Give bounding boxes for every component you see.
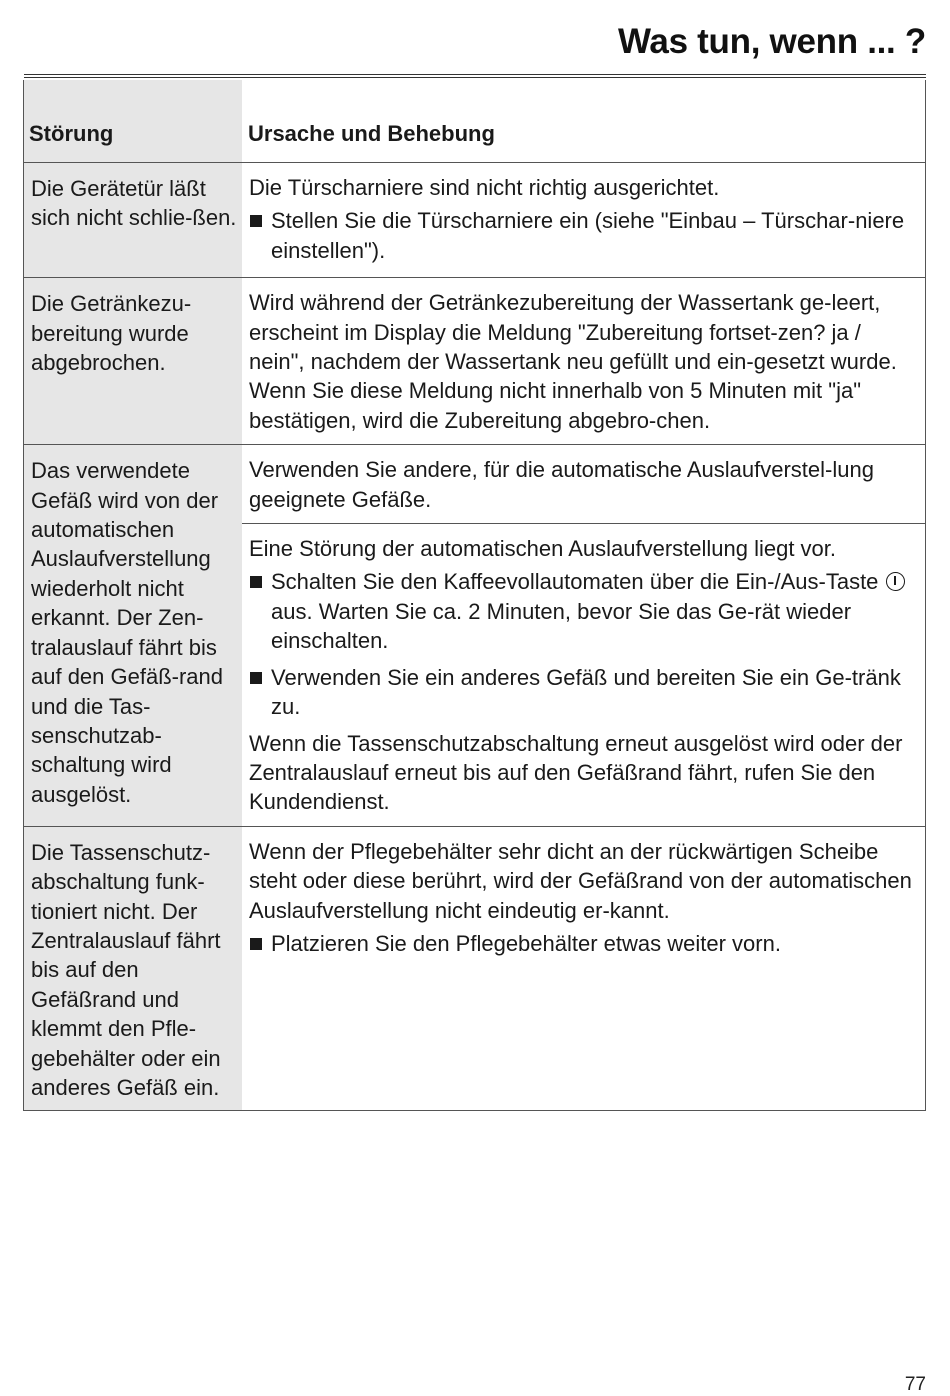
bullet-content xyxy=(271,929,781,958)
table-row xyxy=(24,827,925,1111)
bullet-content xyxy=(271,567,915,655)
cause-text: Die Türscharniere sind nicht richtig ausgerichtet. xyxy=(249,175,720,200)
bullet-content xyxy=(271,206,915,265)
remedy-block xyxy=(242,278,925,444)
bullet-text-after: aus. Warten Sie ca. 2 Minuten, bevor Sie das Ge-rät wieder einschalten. xyxy=(271,598,852,654)
header-ursache-behebung: Ursache und Behebung xyxy=(248,121,495,146)
bullet-content xyxy=(271,663,915,722)
table-header-row xyxy=(24,80,925,163)
bullet-square-icon xyxy=(250,215,262,227)
header-stoerung: Störung xyxy=(24,80,242,162)
bullet-square-icon xyxy=(250,938,262,950)
note-text: Wenn die Tassenschutzabschaltung erneut ausgelöst wird oder der Zentralauslauf erneut bis auf den Gefäßrand fährt, rufen Sie den Kundendienst. xyxy=(249,730,903,815)
remedy-block xyxy=(242,827,925,971)
troubleshooting-table xyxy=(23,80,926,1111)
bullet-text: Stellen Sie die Türscharniere ein (siehe "Einbau – Türschar-niere einstellen"). xyxy=(271,208,905,263)
stoerung-cell: Die Getränkezu-bereitung wurde abgebrochen. xyxy=(24,278,242,444)
power-icon xyxy=(886,572,905,591)
cause-text: Wird während der Getränkezubereitung der Wassertank ge-leert, erscheint im Display die Meldung "Zubereitung fortset-zen? ja / nein", nachdem der Wassertank neu gefüllt und ein-gesetzt wurde. Wenn Sie diese Meldung nicht innerhalb von 5 Minuten mit "ja" bestätigen, wird die Zubereitung abgebro-chen. xyxy=(249,290,897,433)
title-rule xyxy=(24,74,926,78)
bullet-text: Platzieren Sie den Pflegebehälter etwas weiter vorn. xyxy=(271,930,781,956)
stoerung-cell: Die Tassenschutz-abschaltung funk-tioniert nicht. Der Zentralauslauf fährt bis auf den Gefäßrand und klemmt den Pfle-gebehälter oder ein anderes Gefäß ein. xyxy=(24,827,242,1111)
cause-text: Wenn der Pflegebehälter sehr dicht an der rückwärtigen Scheibe steht oder diese berührt, wird der Gefäßrand von der automatischen Auslaufverstellung nicht eindeutig er-kannt. xyxy=(249,838,912,923)
bullet-item xyxy=(249,663,915,722)
remedy-block xyxy=(242,163,925,277)
bullet-square-icon xyxy=(250,672,262,684)
ursache-behebung-cell xyxy=(242,163,925,277)
cause-text: Eine Störung der automatischen Auslaufverstellung liegt vor. xyxy=(249,536,837,562)
bullet-item xyxy=(249,567,915,655)
table-row xyxy=(24,445,925,826)
table-row xyxy=(24,278,925,445)
page-number: 77 xyxy=(904,1374,926,1395)
table-row xyxy=(24,163,925,278)
ursache-behebung-cell xyxy=(242,827,925,1111)
bullet-text: Schalten Sie den Kaffeevollautomaten über die Ein-/Aus-Taste xyxy=(271,569,879,595)
bullet-item xyxy=(249,206,915,265)
remedy-block xyxy=(242,524,925,826)
remedy-block xyxy=(242,445,925,524)
bullet-item xyxy=(249,929,915,958)
stoerung-cell: Das verwendete Gefäß wird von der automatischen Auslaufverstellung wiederholt nicht erkannt. Der Zen-tralauslauf fährt bis auf den Gefäß-rand und die Tas-senschutzab-schaltung wird ausgelöst. xyxy=(24,445,242,825)
bullet-square-icon xyxy=(250,576,262,588)
page-title: Was tun, wenn ... ? xyxy=(617,22,926,61)
stoerung-cell: Die Gerätetür läßt sich nicht schlie-ßen. xyxy=(24,163,242,277)
ursache-behebung-cell xyxy=(242,278,925,444)
bullet-text: Verwenden Sie ein anderes Gefäß und bereiten Sie ein Ge-tränk zu. xyxy=(271,664,901,720)
cause-text: Verwenden Sie andere, für die automatische Auslaufverstel-lung geeignete Gefäße. xyxy=(249,457,874,512)
ursache-behebung-cell xyxy=(242,445,925,825)
